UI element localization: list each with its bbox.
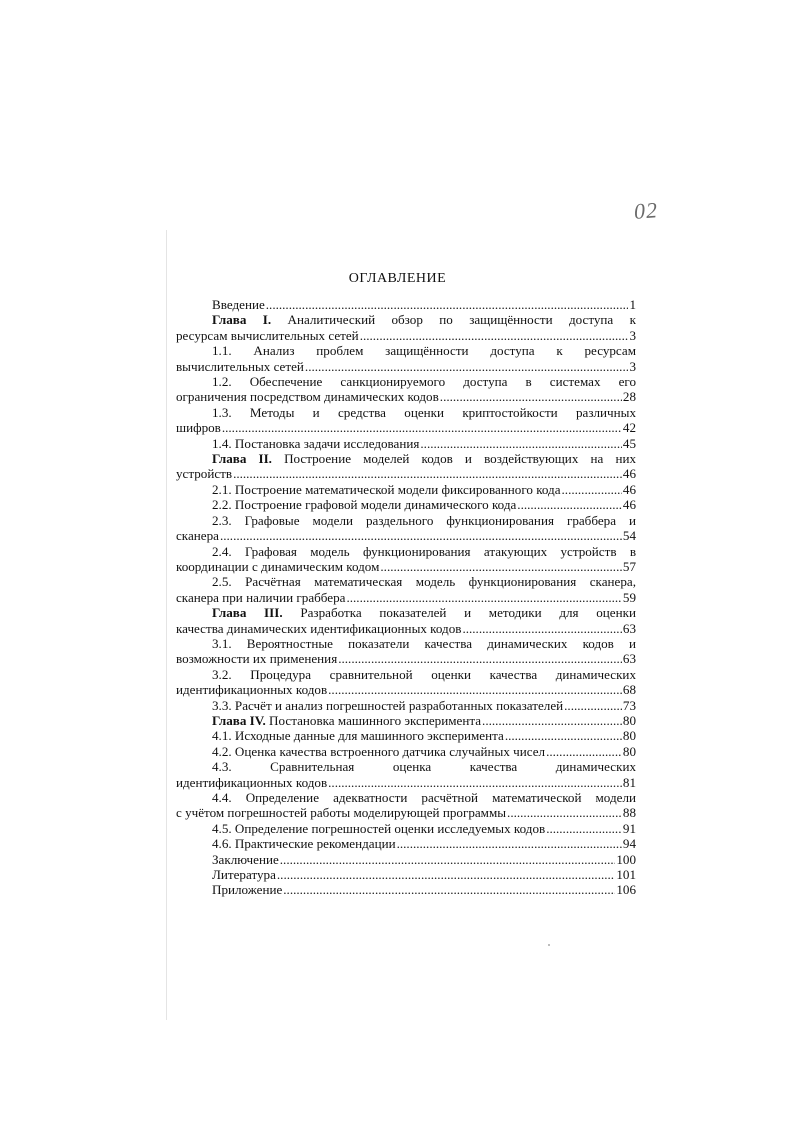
chapter-label: Глава II. [212, 451, 272, 467]
toc-entry-page: 1 [629, 297, 636, 312]
leader-dots [546, 744, 622, 759]
toc-entry-text: 3.3. Расчёт и анализ погрешностей разработанных показателей [212, 697, 564, 713]
toc-entry [176, 852, 636, 867]
toc-entry-text: Построение моделей кодов и воздействующих на них [271, 451, 637, 467]
toc-entry-page: 54 [622, 528, 636, 544]
toc-entry-text: 4.2. Оценка качества встроенного датчика случайных чисел [212, 743, 546, 759]
toc-entry-page: 88 [622, 805, 636, 821]
leader-dots [546, 821, 622, 836]
toc-entry-page: 3 [629, 327, 636, 343]
toc-entry-chapter [176, 713, 636, 728]
leader-dots [233, 466, 622, 481]
toc-entry-text-cont: с учётом погрешностей работы моделирующей программы [176, 805, 507, 821]
toc-entry-text: 1.1. Анализ проблем защищённости доступа к ресурсам [212, 343, 636, 359]
toc-entry [176, 882, 636, 897]
leader-dots [346, 590, 621, 605]
toc-entry-text-cont: шифров [176, 420, 221, 436]
leader-dots [440, 389, 622, 404]
toc-entry [176, 667, 636, 698]
toc-entry-page: 42 [622, 420, 636, 436]
toc-entry-text-cont: идентификационных кодов [176, 682, 328, 698]
toc-entry-text: 1.2. Обеспечение санкционируемого доступа в системах его [212, 374, 636, 390]
toc-entry-text-cont: возможности их применения [176, 651, 338, 667]
toc-entry-page: 63 [622, 651, 636, 667]
toc-entry-page: 63 [622, 620, 636, 636]
toc-entry-page: 80 [622, 743, 636, 759]
toc-entry [176, 636, 636, 667]
toc-entry-text: 4.1. Исходные данные для машинного эксперимента [212, 728, 504, 744]
toc-entry-page: 68 [622, 682, 636, 698]
toc-entry-chapter [176, 451, 636, 482]
toc-entry-page: 73 [622, 697, 636, 713]
toc-entry [176, 343, 636, 374]
toc-entry-text: 2.2. Построение графовой модели динамического кода [212, 497, 517, 513]
toc-entry [176, 728, 636, 743]
leader-dots [222, 420, 622, 435]
toc-entry-text: Введение [212, 297, 265, 312]
toc-entry-text: 2.1. Построение математической модели фиксированного кода [212, 481, 561, 497]
toc-entry [176, 574, 636, 605]
table-of-contents [176, 297, 636, 898]
toc-entry-text: 3.1. Вероятностные показатели качества динамических кодов и [212, 635, 636, 651]
leader-dots [380, 559, 622, 574]
scan-margin-line [166, 230, 167, 1020]
toc-entry-page: 101 [616, 867, 636, 883]
toc-entry-text: Литература [212, 867, 276, 883]
toc-entry-text: 4.5. Определение погрешностей оценки исследуемых кодов [212, 820, 546, 836]
toc-entry-page: 59 [622, 589, 636, 605]
leader-dots [305, 359, 629, 374]
toc-entry-page: 3 [629, 358, 636, 374]
toc-entry-text-cont: вычислительных сетей [176, 358, 304, 374]
toc-entry-text-cont: идентификационных кодов [176, 774, 328, 790]
toc-entry-text: 4.3. Сравнительная оценка качества динамических [212, 759, 636, 775]
leader-dots [360, 328, 629, 343]
leader-dots [397, 836, 622, 851]
toc-entry-page: 46 [622, 481, 636, 497]
toc-entry [176, 436, 636, 451]
toc-entry [176, 867, 636, 882]
toc-entry-text-cont: координации с динамическим кодом [176, 558, 380, 574]
toc-entry [176, 497, 636, 512]
leader-dots [505, 728, 622, 743]
toc-entry-page: 94 [622, 836, 636, 852]
toc-entry-page: 46 [622, 497, 636, 513]
toc-entry-page: 80 [622, 728, 636, 744]
toc-entry-page: 57 [622, 558, 636, 574]
toc-entry-text-cont: сканера при наличии граббера [176, 589, 346, 605]
toc-entry-page: 106 [616, 882, 636, 898]
leader-dots [517, 497, 622, 512]
toc-entry-text: 2.4. Графовая модель функционирования атакующих устройств в [212, 543, 636, 559]
toc-entry-page: 46 [622, 466, 636, 482]
toc-entry-text: 1.4. Постановка задачи исследования [212, 435, 420, 451]
leader-dots [338, 651, 622, 666]
leader-dots [220, 528, 622, 543]
toc-entry-page: 81 [622, 774, 636, 790]
handwritten-page-mark: 02 [633, 197, 659, 224]
chapter-label: Глава I. [212, 312, 272, 328]
toc-entry-page: 28 [622, 389, 636, 405]
toc-entry-text-cont: качества динамических идентификационных кодов [176, 620, 462, 636]
toc-entry [176, 821, 636, 836]
toc-entry-text: Заключение [212, 851, 279, 867]
toc-entry-text-cont: устройств [176, 466, 233, 482]
leader-dots [462, 621, 621, 636]
toc-entry-text: 2.3. Графовые модели раздельного функционирования граббера и [212, 512, 636, 528]
toc-entry [176, 297, 636, 312]
toc-entry-text: 2.5. Расчётная математическая модель функционирования сканера, [212, 574, 636, 590]
toc-entry-text-cont: ограничения посредством динамических кодов [176, 389, 439, 405]
leader-dots [564, 698, 622, 713]
toc-entry-text: 1.3. Методы и средства оценки криптостойкости различных [212, 404, 636, 420]
leader-dots [277, 867, 615, 882]
toc-entry [176, 744, 636, 759]
leader-dots [283, 882, 615, 897]
toc-entry-page: 91 [622, 820, 636, 836]
toc-entry [176, 513, 636, 544]
toc-entry [176, 790, 636, 821]
toc-entry [176, 698, 636, 713]
leader-dots [328, 682, 622, 697]
toc-title: ОГЛАВЛЕНИЕ [348, 271, 447, 286]
toc-entry-text-cont: ресурсам вычислительных сетей [176, 327, 359, 343]
toc-entry-text: 4.4. Определение адекватности расчётной математической модели [212, 790, 636, 805]
leader-dots [482, 713, 622, 728]
leader-dots [420, 436, 622, 451]
toc-entry-page: 80 [622, 712, 636, 728]
toc-entry [176, 836, 636, 851]
chapter-label: Глава IV. [212, 712, 266, 728]
toc-entry-text: Постановка машинного эксперимента [265, 712, 482, 728]
leader-dots [328, 775, 622, 790]
toc-entry-text: 4.6. Практические рекомендации [212, 836, 396, 852]
toc-entry-text: Приложение [212, 882, 283, 898]
toc-entry [176, 405, 636, 436]
leader-dots [562, 482, 622, 497]
toc-entry [176, 482, 636, 497]
toc-entry-page: 45 [622, 435, 636, 451]
leader-dots [266, 297, 629, 312]
scan-speck [548, 944, 550, 946]
toc-entry [176, 374, 636, 405]
toc-entry-text: 3.2. Процедура сравнительной оценки качества динамических [212, 666, 636, 682]
chapter-label: Глава III. [212, 605, 283, 621]
toc-entry-chapter [176, 605, 636, 636]
toc-entry-chapter [176, 312, 636, 343]
toc-entry-text-cont: сканера [176, 528, 219, 544]
toc-entry-text: Разработка показателей и методики для оценки [282, 605, 636, 621]
toc-entry-text: Аналитический обзор по защищённости доступа к [271, 312, 636, 328]
toc-entry [176, 759, 636, 790]
toc-entry-page: 100 [616, 851, 636, 867]
leader-dots [507, 805, 622, 820]
toc-entry [176, 544, 636, 575]
leader-dots [280, 852, 616, 867]
